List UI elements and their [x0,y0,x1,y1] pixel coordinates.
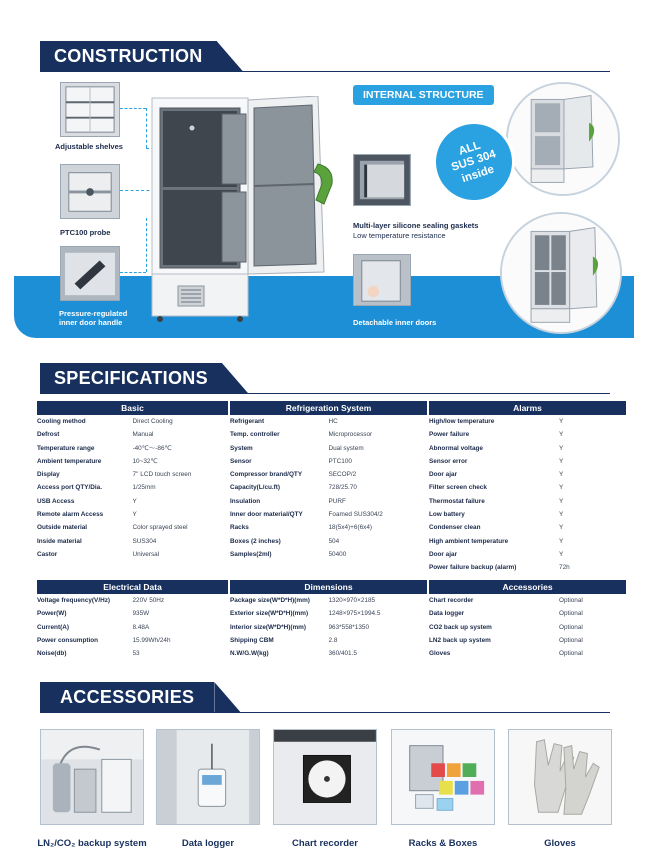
alarms-row-value: Y [559,444,564,452]
accessories-row [429,621,626,634]
accessories-row-label: Data logger [429,610,465,618]
refrigeration-row-label: Samples(2ml) [230,550,272,558]
caption-ptc100-probe: PTC100 probe [60,228,111,237]
basic-row-label: Defrost [37,431,60,439]
basic-row-value: Y [132,511,137,519]
basic-row-value: Direct Cooling [132,418,173,425]
refrigeration-table [230,401,427,561]
basic-row-label: Inside material [37,537,82,545]
basic-row-label: Access port QTY/Dia. [37,484,102,492]
basic-table [37,401,228,561]
alarms-row [429,521,626,534]
refrigeration-table-body [230,415,427,561]
alarms-row-label: Low battery [429,511,465,519]
caption-gasket-subtitle: Low temperature resistance [353,231,446,240]
alarms-row [429,442,626,455]
accessories-row-label: Gloves [429,650,451,658]
refrigeration-row-value: Dual system [328,444,364,452]
basic-row-label: Outside material [37,524,88,532]
refrigeration-row [230,455,427,468]
gloves-photo [508,729,612,825]
basic-row-value: 7'' LCD touch screen [132,471,192,479]
alarms-row-value: Y [559,471,564,479]
caption-door-handle: Pressure-regulated inner door handle [59,309,128,328]
dimensions-row [230,647,427,660]
basic-row-label: Display [37,471,60,479]
alarms-row-value: Y [559,484,564,492]
refrigeration-row [230,428,427,441]
alarms-row-label: Filter screen check [429,484,487,492]
basic-row-label: Castor [37,550,58,558]
electrical-row-value: 8.48A [132,623,150,631]
refrigeration-row-label: Insulation [230,497,261,505]
alarms-row-value: Y [559,537,564,545]
refrigeration-row [230,548,427,561]
basic-row-value: Y [132,497,137,505]
refrigeration-row-value: SECOP/2 [328,471,357,479]
accessories-row [429,634,626,647]
electrical-row [37,634,228,647]
sealing-gasket-photo [353,154,411,206]
accessories-row [429,594,626,607]
dimensions-row-value: 1320×970×2185 [328,597,376,604]
electrical-table [37,580,228,660]
accessories-row [429,607,626,620]
refrigeration-row-value: Microprocessor [328,431,373,439]
basic-row [37,535,228,548]
electrical-row-label: Voltage frequency(V/Hz) [37,597,111,604]
accessory-label-chart-recorder: Chart recorder [292,838,358,849]
alarms-row-value: Y [559,431,564,439]
dimensions-row-value: 1248×975×1994.5 [328,610,381,618]
inner-doors-circle-photo [500,212,622,334]
alarms-row-value: Y [559,524,564,532]
refrigeration-row [230,521,427,534]
racks-boxes-photo [391,729,495,825]
accessories-row-value: Optional [559,636,583,644]
electrical-row-value: 935W [132,610,150,618]
alarms-row [429,561,626,574]
refrigeration-row-value: PTC100 [328,457,352,465]
refrigeration-row [230,495,427,508]
alarms-row [429,508,626,521]
caption-gasket-title: Multi-layer silicone sealing gaskets [353,221,479,230]
basic-row [37,442,228,455]
alarms-row [429,415,626,428]
basic-row-label: Ambient temperature [37,457,102,465]
accessories-table-title: Accessories [429,580,626,594]
accessories-row-label: CO2 back up system [429,623,492,631]
basic-row [37,468,228,481]
alarms-row [429,455,626,468]
alarms-row-label: Power failure backup (alarm) [429,564,517,572]
internal-structure-photo [506,82,620,196]
alarms-table-title: Alarms [429,401,626,415]
alarms-row-label: Sensor error [429,457,468,465]
dimensions-row [230,634,427,647]
alarms-row-label: Door ajar [429,550,458,558]
specifications-heading: SPECIFICATIONS [40,363,248,393]
accessory-label-racks-boxes: Racks & Boxes [408,838,478,849]
basic-row [37,455,228,468]
ptc100-probe-photo [60,164,120,219]
basic-row-label: USB Access [37,497,75,505]
accessories-row-value: Optional [559,610,583,618]
alarms-row-label: Abnormal voltage [429,444,483,452]
construction-rule [40,71,610,72]
dimensions-row-label: Shipping CBM [230,636,274,644]
refrigeration-row-label: Refrigerant [230,418,265,425]
refrigeration-row-label: Boxes (2 inches) [230,537,281,545]
electrical-row-label: Noise(db) [37,650,67,658]
dimensions-row [230,607,427,620]
refrigeration-row-label: Capacity(L/cu.ft) [230,484,281,492]
alarms-row-value: Y [559,497,564,505]
caption-adjustable-shelves: Adjustable shelves [55,142,123,151]
dimensions-table [230,580,427,660]
alarms-row-value: Y [559,418,564,425]
refrigeration-row [230,508,427,521]
basic-table-title: Basic [37,401,228,415]
basic-row-value: 1/25mm [132,484,156,492]
alarms-row [429,481,626,494]
electrical-table-body [37,594,228,660]
dimensions-row-value: 360/401.5 [328,650,357,658]
accessory-label-data-logger: Data logger [181,838,235,849]
alarms-row-label: High ambient temperature [429,537,509,545]
alarms-row [429,548,626,561]
construction-heading: CONSTRUCTION [40,41,243,71]
refrigeration-row [230,442,427,455]
basic-row [37,415,228,428]
dimensions-row [230,594,427,607]
refrigeration-row-value: 18(5x4)+6(6x4) [328,524,373,532]
door-handle-photo [60,246,120,301]
refrigeration-row-label: Temp. controller [230,431,280,439]
dimensions-table-body [230,594,427,660]
basic-row-label: Remote alarm Access [37,511,104,519]
basic-row [37,428,228,441]
basic-row-value: Universal [132,550,160,558]
specifications-rule [40,393,610,394]
dimensions-row-label: N.W/G.W(kg) [230,650,269,658]
electrical-row-value: 220V 50Hz [132,597,165,604]
accessories-row-value: Optional [559,623,583,631]
refrigeration-row-label: Inner door material/QTY [230,511,303,519]
alarms-row [429,428,626,441]
refrigeration-row [230,468,427,481]
basic-row [37,548,228,561]
chart-recorder-photo [273,729,377,825]
dimensions-row-label: Package size(W*D*H)(mm) [230,597,310,604]
basic-row [37,508,228,521]
dimensions-table-title: Dimensions [230,580,427,594]
alarms-table [429,401,626,575]
refrigeration-table-title: Refrigeration System [230,401,427,415]
refrigeration-row [230,481,427,494]
basic-row [37,495,228,508]
alarms-row-value: Y [559,457,564,465]
accessories-table [429,580,626,660]
alarms-row-value: 72h [559,564,570,572]
basic-row-label: Temperature range [37,444,95,452]
adjustable-shelves-photo [60,82,120,137]
accessory-label-gloves: Gloves [544,838,576,849]
accessories-table-body [429,594,626,660]
all-sus304-badge: ALL SUS 304 inside [426,114,522,210]
refrigeration-row-value: PURF [328,497,346,505]
alarms-row-label: Door ajar [429,471,458,479]
alarms-row-value: Y [559,550,564,558]
alarms-table-body [429,415,626,575]
dimensions-row-value: 2.8 [328,636,338,644]
accessories-heading: ACCESSORIES [40,682,240,712]
basic-table-body [37,415,228,561]
refrigeration-row [230,415,427,428]
refrigeration-row-label: Sensor [230,457,252,465]
refrigeration-row-label: Racks [230,524,249,532]
alarms-row-label: High/low temperature [429,418,495,425]
alarms-row [429,535,626,548]
electrical-row-value: 15.99Wh/24h [132,636,171,644]
basic-row-value: SUS304 [132,537,157,545]
dimensions-row-label: Exterior size(W*D*H)(mm) [230,610,309,618]
accessories-row [429,647,626,660]
electrical-row [37,594,228,607]
accessories-row-value: Optional [559,597,583,604]
refrigeration-row [230,535,427,548]
electrical-row-label: Power(W) [37,610,67,618]
inner-doors-photo [353,254,411,306]
dimensions-row-value: 963*558*1350 [328,623,370,631]
accessory-label-backup-system: LN₂/CO₂ backup system [37,838,147,849]
dimensions-row [230,621,427,634]
electrical-row [37,647,228,660]
accessories-row-label: LN2 back up system [429,636,491,644]
electrical-row-label: Power consumption [37,636,99,644]
accessories-rule [40,712,610,713]
electrical-row-value: 53 [132,650,140,658]
basic-row-value: Color sprayed steel [132,524,188,532]
refrigeration-row-value: 504 [328,537,340,545]
electrical-row [37,607,228,620]
caption-inner-doors: Detachable inner doors [353,318,437,327]
alarms-row-label: Power failure [429,431,470,439]
dimensions-row-label: Interior size(W*D*H)(mm) [230,623,306,631]
alarms-row-label: Condenser clean [429,524,481,532]
alarms-row [429,468,626,481]
freezer-illustration [148,96,350,322]
refrigeration-row-value: HC [328,418,338,425]
electrical-table-title: Electrical Data [37,580,228,594]
basic-row [37,481,228,494]
basic-row-value: 10~32℃ [132,457,158,465]
alarms-row-value: Y [559,511,564,519]
refrigeration-row-label: System [230,444,253,452]
basic-row [37,521,228,534]
basic-row-value: -40℃～-86℃ [132,444,172,452]
accessories-row-label: Chart recorder [429,597,474,604]
backup-system-photo [40,729,144,825]
accessories-row-value: Optional [559,650,583,658]
refrigeration-row-value: 728/25.70 [328,484,357,492]
electrical-row [37,621,228,634]
data-logger-photo [156,729,260,825]
alarms-row [429,495,626,508]
refrigeration-row-label: Compressor brand/QTY [230,471,303,479]
basic-row-value: Manual [132,431,154,439]
internal-structure-label: INTERNAL STRUCTURE [353,85,494,105]
basic-row-label: Cooling method [37,418,86,425]
refrigeration-row-value: 50400 [328,550,347,558]
alarms-row-label: Thermostat failure [429,497,485,505]
electrical-row-label: Current(A) [37,623,69,631]
refrigeration-row-value: Foamed SUS304/2 [328,511,383,519]
